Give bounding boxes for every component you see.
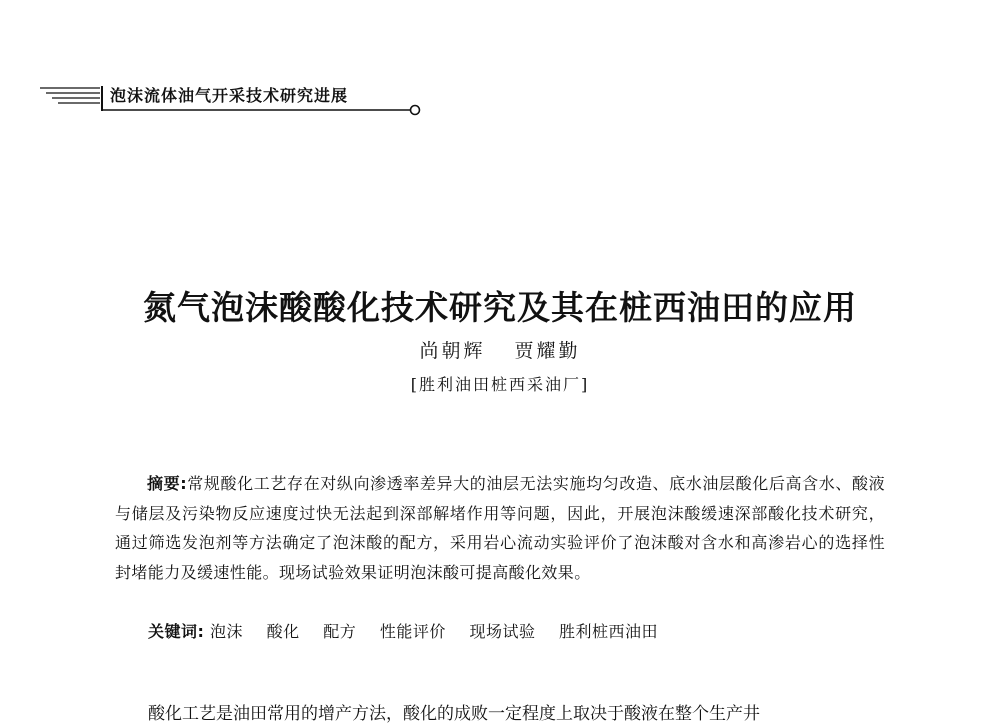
keyword: 现场试验 [469, 622, 536, 641]
keywords [148, 619, 888, 642]
series-header-title: 泡沫流体油气开采技术研究进展 [110, 86, 349, 105]
keywords-label: 关键词: [148, 622, 205, 641]
author-name: 尚朝辉 [419, 340, 486, 362]
keyword: 泡沫 [210, 622, 244, 641]
author-affiliation: [胜利油田桩西采油厂] [410, 375, 590, 394]
keyword: 酸化 [266, 622, 300, 641]
keyword: 胜利桩西油田 [559, 622, 659, 641]
author-list [0, 336, 1000, 363]
keyword: 性能评价 [379, 622, 446, 641]
author-name: 贾耀勤 [514, 340, 581, 362]
body-paragraph-start: 酸化工艺是油田常用的增产方法，酸化的成败一定程度上取决于酸液在整个生产井 [148, 704, 760, 724]
abstract-text: 常规酸化工艺存在对纵向渗透率差异大的油层无法实施均匀改造、底水油层酸化后高含水、酸液与储层及污染物反应速度过快无法起到深部解堵作用等问题，因此，开展泡沫酸缓速深部酸化技术研究，通过筛选发泡剂等方法确定了泡沫酸的配方，采用岩心流动实验评价了泡沫酸对含水和高渗岩心的选择性封堵能力及缓速性能。现场试验效果证明泡沫酸可提高酸化效果。 [115, 474, 885, 582]
keyword: 配方 [323, 622, 357, 641]
abstract-label: 摘要: [147, 474, 188, 493]
abstract [115, 469, 885, 587]
article-title: 氮气泡沫酸酸化技术研究及其在桩西油田的应用 [143, 288, 857, 327]
